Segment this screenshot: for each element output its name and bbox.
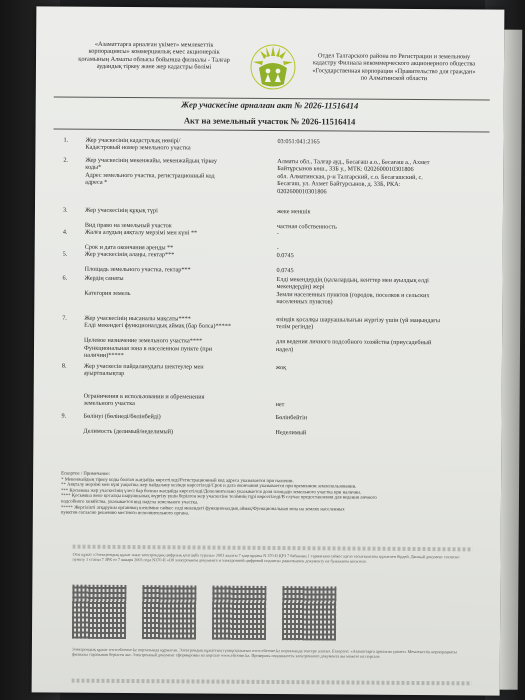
header-right-line: по Алматинской области [360, 74, 428, 82]
verification-note: Электрондық құжат www.elicense.kz порталында құрылған. Электрондық құжаттың түпнұсқалығын www.elicense.kz порталында тексере аласыз. Ескертпе: «Азаматтарға арналған үкімет» Мемлекеттік корпорациясы филиалы тарапынан берілген акт. Электронный документ сформирован на портале www.elicense.kz. Проверить подлинность электронного документа вы можете на портале. [71, 646, 457, 659]
act-title-ru: Акт на земельный участок № 2026-11516414 [183, 115, 356, 127]
row-value: 03:051:041:2165 [277, 138, 320, 146]
row-label: Жалға алудың аяқталу мерзімі мен күні ** Срок и дата окончания аренды ** [84, 228, 198, 252]
row-number: 5. [62, 250, 68, 258]
header-right-line: кадастру Филиала некоммерческого акционерного общества [312, 59, 476, 68]
row-value: Елді мекендердің (қалалардың, кенттер мен ауылдық елді мекендердің) жері Земли населенных пунктов (городов, поселков и сельских населенных пунктов) [276, 276, 430, 306]
row-value: Бөлінбейтін Неделимый [275, 414, 308, 437]
header-right-line: «Государственная корпорация «Правительство для граждан» [312, 66, 476, 76]
row-label: Жер учаскесінің мекенжайы, мекенжайдың тіркеу коды* Адрес земельного участка, регистрационный код адреса * [85, 156, 218, 187]
row-number: 2. [63, 156, 68, 164]
footnotes [61, 472, 481, 520]
row-label: Жер учаскесінің құқық түрі Вид право на земельный участок [84, 206, 172, 230]
row-number: 3. [62, 206, 68, 214]
footnote-line: **** Қосымша жеке қосалқы шаруашылық жүргізу үшін берілген жер учаскесіне телімнің түрі көрсетіледі/В случае предоставления для ведения личного [60, 493, 377, 502]
row-number: 9. [61, 412, 67, 420]
footnote-line: ** Аяқталу мерзімі мен күні уақытша жер пайдалану кезінде көрсетіледі/Срок и дата окончания указывается при временном землепользовании. [61, 482, 357, 490]
header-left-line: қоғамының Алматы облысы бойынша филиалы - Талғар [78, 55, 230, 64]
table-row [52, 412, 492, 437]
footer-separator [73, 545, 473, 552]
row-number: 6. [62, 274, 68, 282]
header-left-line: «Азаматтарға арналған үкімет» мемлекеттік [94, 40, 214, 49]
row-number: 1. [63, 136, 69, 144]
row-value: жоқ нет [275, 364, 287, 409]
row-value: Алматы обл., Талғар ауд., Бесағаш а.о., Бесағаш а., Ахмет Байтұрсынов көш., 33Б у., МТК: 0202600010301806 обл. Алматинская, р-н Талгарский, с.о. Бесагашский, с. Бесагаш, ул. Ахмет Байтурсынов, д. 33Б, РКА: 0202600010301806 [277, 158, 430, 196]
footer-bottom-line [72, 679, 472, 686]
row-number: 8. [61, 362, 67, 370]
qr-code-image [142, 585, 196, 639]
act-title-kz: Жер учаскесіне арналған акт № 2026-11516414 [181, 99, 359, 111]
row-value: 0.0745 0.0745 [276, 252, 294, 274]
footnote-line: пунктов согласно решению местного исполнительного органа. [60, 510, 189, 517]
qr-code-image [282, 586, 336, 640]
qr-code-image [212, 586, 266, 640]
row-label: Бөлінуі (бөлінеді/бөлінбейді) Делимость (делимый/неделимый) [83, 412, 174, 436]
row-number: 4. [62, 228, 68, 236]
legal-equivalence-note: Осы құжат «Электрондық құжат және электрондық цифрлық қолтаңба туралы» 2003 жылғы 7 қаңтардағы N 370-II ҚРЗ 7 бабының 1 тармағына сәйкес қағаз тасығыштағы құжатпен бірдей. Данный документ согласно пункту 1 статьи 7 ЗРК от 7 января 2003 года N370-II «Об электронном документе и электронной цифровой подписи» равнозначен документу на бумажном носителе. [72, 551, 460, 564]
row-value: - - [276, 230, 279, 252]
header-left-kz [64, 41, 244, 71]
table-row [52, 362, 492, 409]
row-label: Жер учаскесінің алаңы, гектар*** Площадь земельного участка, гектар*** [84, 250, 191, 274]
footnote-line: * Мекенжайдың тіркеу коды болған жағдайда көрсетіледі/Регистрационный код адреса указывается при наличии. [61, 477, 294, 484]
footnote-line: Ескертпе / Примечание: [61, 471, 111, 477]
title-bottom-rule [54, 128, 490, 132]
table-row [52, 314, 492, 360]
qr-code-image [72, 585, 126, 639]
table-row [53, 156, 493, 196]
header-right-ru [304, 52, 484, 82]
footnote-line: ***** Жергілікті атқарушы органның шешіміне сәйкес елді мекендегі функционалдық аймақ/Функциональная зона на землях населенных [60, 505, 345, 513]
gov-corporation-emblem-icon [250, 44, 296, 90]
table-row [53, 206, 493, 231]
footnote-line: подсобного хозяйства, указывается вид надела земельного участка. [60, 499, 199, 506]
footnote-line: *** Қосымша жер учаскесінің үлесі бар болған жағдайда көрсетіледі/Дополнительно указывается доля площади земельного участка при наличии. [61, 488, 362, 496]
row-label: Жер учаскесінің кадастрлық нөмірі/ Кадастровый номер земельного участка [85, 136, 191, 152]
qr-code-strip [72, 585, 472, 648]
row-value: өзіндік қосалқы шаруашылығын жүргізу үшін (үй маңындағы телім регінде) для ведения личного подсобного хозяйства (приусадебный надел) [275, 316, 441, 353]
header-right-line: Отдел Талгарского района по Регистрации и земельному [317, 52, 471, 61]
row-label: Жердің санаты Категория земель [84, 274, 131, 297]
header-left-line: аудандық тіркеу және жер кадастры бөлімі [96, 62, 212, 71]
document-sheet [32, 6, 505, 695]
row-value: жеке меншік частная собственность [276, 208, 337, 231]
row-number: 7. [62, 314, 67, 322]
row-label: Жер учаскесінің нысаналы мақсаты**** Елді мекендегі функционалдық аймақ (бар болса)***** Целевое назначение земельного участка**** Функциональная зона в населенном пункте (при наличии)***** [83, 314, 231, 360]
row-label: Жер учаскесін пайдаланудағы шектеулер мен ауыртпалықтар Ограничения в использовании и обременения земельного участка [83, 362, 205, 408]
header-left-line: корпорациясы» коммерциялық емес акционерлік [88, 48, 220, 56]
table-row [53, 136, 493, 152]
